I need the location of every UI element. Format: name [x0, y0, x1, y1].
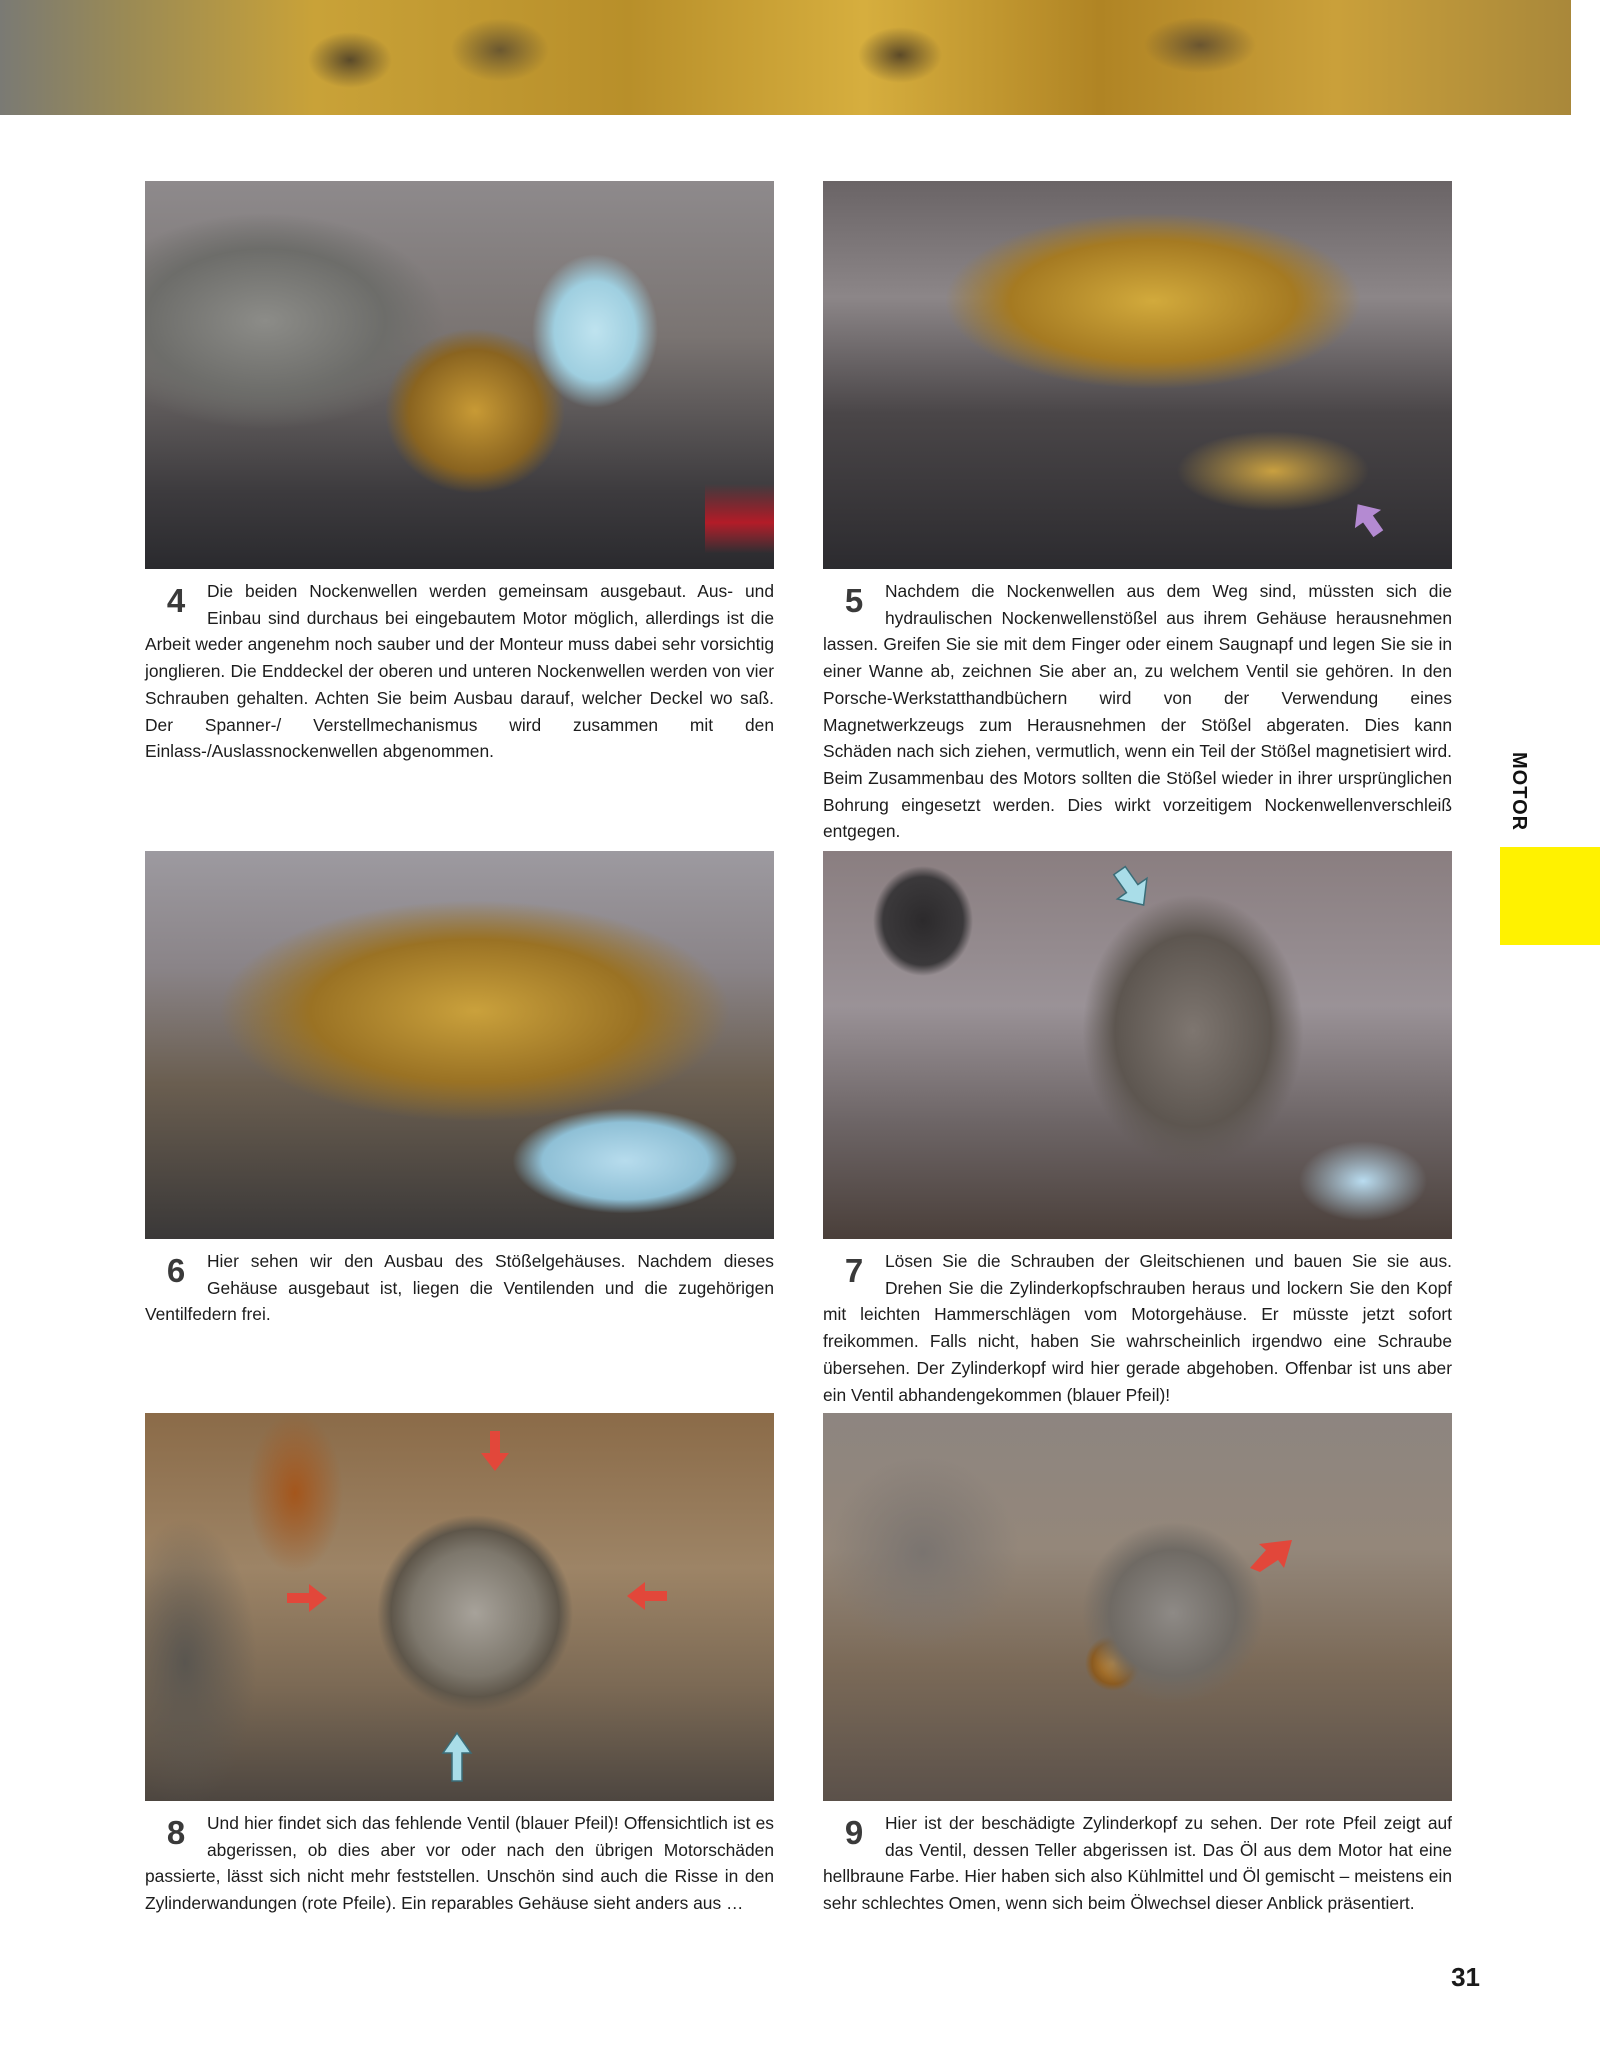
step-number: 8 — [166, 1814, 186, 1851]
purple-arrow-icon — [1348, 499, 1388, 539]
step-number: 5 — [844, 582, 864, 619]
caption-step-7 — [823, 1248, 1452, 1408]
blue-arrow-icon — [1111, 863, 1151, 911]
photo-step-9 — [823, 1413, 1452, 1801]
header-banner-photo — [0, 0, 1571, 115]
caption-text: Die beiden Nockenwellen werden gemeinsam ausgebaut. Aus- und Einbau sind durchaus bei eingebautem Motor möglich, allerdings ist die Arbeit weder angenehm noch sauber und der Monteur muss dabei sehr vorsichtig jonglieren. Die Enddeckel der oberen und unteren Nockenwellen werden von vier Schrauben gehalten. Achten Sie beim Ausbau darauf, welcher Deckel wo saß. Der Spanner-/ Verstellmechanismus wird zusammen mit den Einlass-/Auslassnockenwellen abgenommen. — [145, 581, 774, 762]
caption-text: Und hier findet sich das fehlende Ventil (blauer Pfeil)! Offensichtlich ist es abgerissen, ob dies aber vor oder nach den übrigen Motorschäden passierte, lässt sich nicht mehr feststellen. Unschön sind auch die Risse in den Zylinderwandungen (rote Pfeile). Ein reparables Gehäuse sieht anders aus … — [145, 1813, 774, 1914]
red-arrow-icon — [1248, 1538, 1294, 1572]
caption-step-9 — [823, 1810, 1452, 1917]
step-number: 4 — [166, 582, 186, 619]
caption-step-5 — [823, 578, 1452, 845]
caption-text: Nachdem die Nockenwellen aus dem Weg sind, müssten sich die hydraulischen Nockenwellenstößel aus ihrem Gehäuse herausnehmen lassen. Greifen Sie sie mit dem Finger oder einem Saugnapf und legen Sie sie in einer Wanne ab, zeichnen Sie aber an, zu welchem Ventil sie gehören. In den Porsche-Werkstatthandbüchern wird von der Verwendung eines Magnetwerkzeugs zum Herausnehmen der Stößel abgeraten. Dies kann Schäden nach sich ziehen, vermutlich, wenn ein Teil der Stößel magnetisiert wird. Beim Zusammenbau des Motors sollten die Stößel wieder in ihrer ursprünglichen Bohrung eingesetzt werden. Dies wirkt vorzeitigem Nockenwellenverschleiß entgegen. — [823, 581, 1452, 842]
caption-text: Lösen Sie die Schrauben der Gleitschienen und bauen Sie sie aus. Drehen Sie die Zylinderkopfschrauben heraus und lockern Sie den Kopf mit leichten Hammerschlägen vom Motorgehäuse. Er müsste jetzt sofort freikommen. Falls nicht, haben Sie wahrscheinlich irgendwo eine Schraube übersehen. Der Zylinderkopf wird hier gerade abgehoben. Offenbar ist uns aber ein Ventil abhandengekommen (blauer Pfeil)! — [823, 1251, 1452, 1405]
section-tab — [1500, 847, 1600, 945]
section-label: MOTOR — [1508, 752, 1530, 832]
red-arrow-icon — [625, 1581, 669, 1611]
caption-step-6 — [145, 1248, 774, 1328]
red-arrow-icon — [285, 1583, 329, 1613]
step-number: 9 — [844, 1814, 864, 1851]
blue-arrow-icon — [441, 1731, 473, 1783]
caption-step-4 — [145, 578, 774, 765]
photo-step-7 — [823, 851, 1452, 1239]
photo-step-6 — [145, 851, 774, 1239]
photo-step-8 — [145, 1413, 774, 1801]
step-number: 6 — [166, 1252, 186, 1289]
step-number: 7 — [844, 1252, 864, 1289]
page-number: 31 — [1451, 1962, 1480, 1992]
photo-step-5 — [823, 181, 1452, 569]
caption-text: Hier sehen wir den Ausbau des Stößelgehäuses. Nachdem dieses Gehäuse ausgebaut ist, liegen die Ventilenden und die zugehörigen Ventilfedern frei. — [145, 1251, 774, 1325]
caption-text: Hier ist der beschädigte Zylinderkopf zu sehen. Der rote Pfeil zeigt auf das Ventil, dessen Teller abgerissen ist. Das Öl aus dem Motor hat eine hellbraune Farbe. Hier haben sich also Kühlmittel und Öl gemischt – meistens ein sehr schlechtes Omen, wenn sich beim Ölwechsel dieser Anblick präsentiert. — [823, 1813, 1452, 1914]
caption-step-8 — [145, 1810, 774, 1917]
red-arrow-icon — [480, 1429, 510, 1473]
photo-step-4 — [145, 181, 774, 569]
